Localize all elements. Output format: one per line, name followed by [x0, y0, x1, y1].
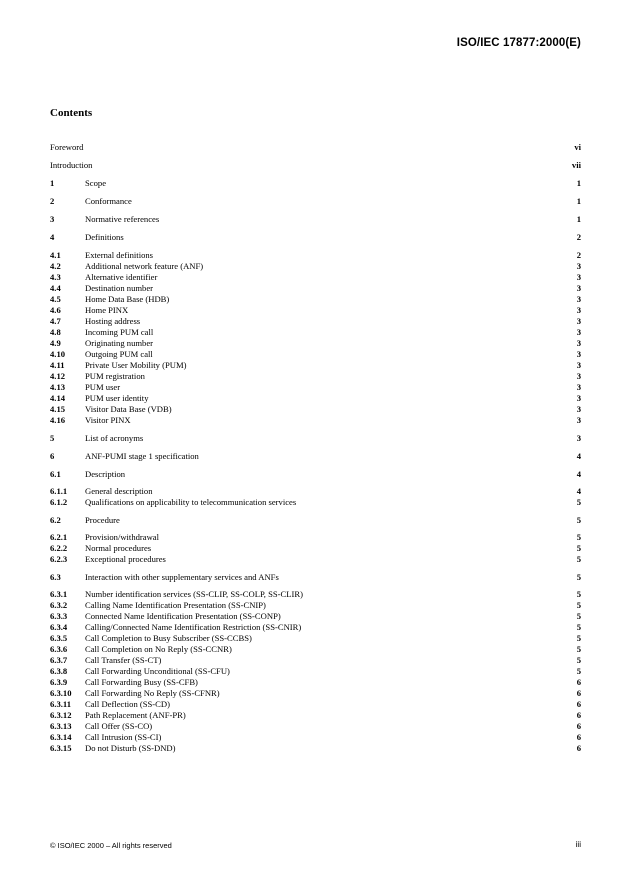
toc-row[interactable]	[50, 160, 581, 171]
toc-page: 5	[576, 515, 581, 525]
toc-title: Call Transfer (SS-CT)	[85, 655, 162, 665]
toc-row[interactable]	[50, 305, 581, 316]
toc-title: Destination number	[85, 283, 154, 293]
toc-page: 1	[576, 214, 581, 224]
toc-page: 4	[576, 486, 581, 496]
toc-page: 5	[576, 543, 581, 553]
toc-number: 6.3.6	[50, 644, 68, 654]
toc-title: Foreword	[50, 142, 84, 152]
toc-number: 4.10	[50, 349, 66, 359]
toc-page: 3	[576, 294, 581, 304]
toc-page: 3	[576, 371, 581, 381]
toc-row[interactable]	[50, 589, 581, 600]
toc-row[interactable]	[50, 393, 581, 404]
toc-title: Introduction	[50, 160, 93, 170]
toc-title: Normal procedures	[85, 543, 152, 553]
toc-number: 6.3.7	[50, 655, 68, 665]
toc-row[interactable]	[50, 633, 581, 644]
toc-number: 4.13	[50, 382, 66, 392]
toc-row[interactable]	[50, 327, 581, 338]
toc-row[interactable]	[50, 272, 581, 283]
toc-title: Call Intrusion (SS-CI)	[85, 732, 162, 742]
toc-row[interactable]	[50, 688, 581, 699]
toc-page: 2	[576, 250, 581, 260]
toc-page: 5	[576, 655, 581, 665]
toc-title: Originating number	[85, 338, 154, 348]
toc-number: 4.5	[50, 294, 61, 304]
toc-page: 3	[576, 349, 581, 359]
toc-page: 3	[576, 261, 581, 271]
toc-page: 4	[576, 469, 581, 479]
toc-number: 4.6	[50, 305, 61, 315]
toc-title: Visitor PINX	[85, 415, 131, 425]
toc-number: 6.3.15	[50, 743, 72, 753]
toc-row[interactable]	[50, 497, 581, 508]
toc-number: 6.1.1	[50, 486, 68, 496]
toc-title: Call Deflection (SS-CD)	[85, 699, 170, 709]
toc-row[interactable]	[50, 699, 581, 710]
toc-title: Home PINX	[85, 305, 129, 315]
toc-number: 6.2.1	[50, 532, 68, 542]
toc-title: Definitions	[85, 232, 124, 242]
toc-row[interactable]	[50, 360, 581, 371]
toc-title: General description	[85, 486, 153, 496]
toc-title: Interaction with other supplementary services and ANFs	[85, 572, 279, 582]
toc-number: 4.14	[50, 393, 66, 403]
toc-row[interactable]	[50, 415, 581, 426]
toc-title: Path Replacement (ANF-PR)	[85, 710, 186, 720]
toc-title: Additional network feature (ANF)	[85, 261, 204, 271]
toc-number: 4.11	[50, 360, 65, 370]
toc-page: 3	[576, 305, 581, 315]
toc-title: List of acronyms	[85, 433, 144, 443]
toc-title: Scope	[85, 178, 107, 188]
toc-number: 6.2	[50, 515, 61, 525]
toc-number: 6.3.12	[50, 710, 72, 720]
toc-row[interactable]	[50, 543, 581, 554]
toc-title: Call Forwarding No Reply (SS-CFNR)	[85, 688, 220, 698]
toc-number: 4.8	[50, 327, 61, 337]
table-of-contents	[50, 142, 581, 754]
toc-row[interactable]	[50, 644, 581, 655]
toc-number: 4	[50, 232, 55, 242]
toc-page: 5	[576, 554, 581, 564]
toc-title: Call Completion to Busy Subscriber (SS-CCBS)	[85, 633, 252, 643]
toc-page: 3	[576, 404, 581, 414]
toc-row[interactable]	[50, 382, 581, 393]
toc-title: Procedure	[85, 515, 120, 525]
toc-number: 6.3.1	[50, 589, 68, 599]
toc-title: Home Data Base (HDB)	[85, 294, 170, 304]
toc-page: 3	[576, 415, 581, 425]
toc-row[interactable]	[50, 196, 581, 207]
toc-row[interactable]	[50, 404, 581, 415]
toc-page: 6	[576, 677, 581, 687]
toc-page: 3	[576, 393, 581, 403]
toc-title: Call Forwarding Busy (SS-CFB)	[85, 677, 198, 687]
toc-row[interactable]	[50, 178, 581, 189]
toc-page: 1	[576, 196, 581, 206]
toc-page: 5	[576, 589, 581, 599]
toc-row[interactable]	[50, 600, 581, 611]
toc-number: 6	[50, 451, 55, 461]
document-id-header: ISO/IEC 17877:2000(E)	[456, 37, 581, 49]
toc-row[interactable]	[50, 655, 581, 666]
toc-page: vi	[574, 142, 581, 152]
toc-row[interactable]	[50, 554, 581, 565]
toc-row[interactable]	[50, 433, 581, 444]
toc-number: 6.2.2	[50, 543, 68, 553]
toc-page: 1	[576, 178, 581, 188]
toc-title: Conformance	[85, 196, 132, 206]
toc-number: 6.3.3	[50, 611, 68, 621]
toc-title: PUM user	[85, 382, 121, 392]
toc-number: 4.4	[50, 283, 61, 293]
toc-number: 6.3.11	[50, 699, 72, 709]
toc-page: 3	[576, 382, 581, 392]
toc-number: 6.3.2	[50, 600, 68, 610]
toc-page: 6	[576, 721, 581, 731]
toc-number: 6.3.8	[50, 666, 68, 676]
toc-title: Private User Mobility (PUM)	[85, 360, 187, 370]
toc-row[interactable]	[50, 232, 581, 243]
toc-row[interactable]	[50, 250, 581, 261]
toc-page: 6	[576, 699, 581, 709]
toc-row[interactable]	[50, 294, 581, 305]
toc-number: 6.1	[50, 469, 61, 479]
toc-title: Connected Name Identification Presentation (SS-CONP)	[85, 611, 281, 621]
toc-page: 5	[576, 611, 581, 621]
toc-page: 3	[576, 360, 581, 370]
toc-row[interactable]	[50, 338, 581, 349]
toc-number: 4.16	[50, 415, 66, 425]
toc-row[interactable]	[50, 316, 581, 327]
toc-number: 6.3	[50, 572, 61, 582]
toc-title: Calling/Connected Name Identification Restriction (SS-CNIR)	[85, 622, 302, 632]
toc-title: Calling Name Identification Presentation (SS-CNIP)	[85, 600, 266, 610]
toc-row[interactable]	[50, 572, 581, 583]
toc-number: 6.3.9	[50, 677, 68, 687]
toc-page: 6	[576, 743, 581, 753]
toc-title: Exceptional procedures	[85, 554, 166, 564]
toc-row[interactable]	[50, 349, 581, 360]
toc-number: 6.3.5	[50, 633, 68, 643]
toc-number: 4.9	[50, 338, 61, 348]
toc-row[interactable]	[50, 677, 581, 688]
toc-row[interactable]	[50, 622, 581, 633]
toc-page: 3	[576, 316, 581, 326]
toc-number: 4.1	[50, 250, 61, 260]
toc-number: 4.12	[50, 371, 66, 381]
toc-page: 3	[576, 338, 581, 348]
toc-row[interactable]	[50, 732, 581, 743]
toc-row[interactable]	[50, 515, 581, 526]
toc-page: vii	[571, 160, 581, 170]
toc-title: External definitions	[85, 250, 154, 260]
toc-title: Outgoing PUM call	[85, 349, 153, 359]
toc-page: 2	[576, 232, 581, 242]
toc-page: 5	[576, 633, 581, 643]
toc-number: 4.3	[50, 272, 61, 282]
copyright-footer: © ISO/IEC 2000 – All rights reserved	[50, 841, 172, 850]
toc-row[interactable]	[50, 486, 581, 497]
toc-number: 6.3.4	[50, 622, 68, 632]
toc-title: Incoming PUM call	[85, 327, 154, 337]
toc-page: 5	[576, 666, 581, 676]
toc-row[interactable]	[50, 611, 581, 622]
toc-row[interactable]	[50, 532, 581, 543]
toc-number: 6.3.14	[50, 732, 72, 742]
toc-page: 3	[576, 433, 581, 443]
toc-page: 3	[576, 283, 581, 293]
toc-row[interactable]	[50, 142, 581, 153]
toc-row[interactable]	[50, 469, 581, 480]
toc-number: 6.3.13	[50, 721, 72, 731]
toc-number: 1	[50, 178, 55, 188]
toc-title: PUM registration	[85, 371, 145, 381]
toc-page: 5	[576, 600, 581, 610]
toc-row[interactable]	[50, 710, 581, 721]
toc-page: 6	[576, 732, 581, 742]
toc-title: Provision/withdrawal	[85, 532, 159, 542]
toc-title: Qualifications on applicability to telecommunication services	[85, 497, 297, 507]
toc-title: Call Forwarding Unconditional (SS-CFU)	[85, 666, 230, 676]
toc-number: 5	[50, 433, 55, 443]
toc-title: Alternative identifier	[85, 272, 158, 282]
toc-row[interactable]	[50, 214, 581, 225]
toc-page: 6	[576, 710, 581, 720]
toc-number: 3	[50, 214, 55, 224]
toc-title: PUM user identity	[85, 393, 149, 403]
toc-page: 5	[576, 622, 581, 632]
toc-title: ANF-PUMI stage 1 specification	[85, 451, 199, 461]
toc-number: 4.15	[50, 404, 66, 414]
toc-page: 6	[576, 688, 581, 698]
toc-row[interactable]	[50, 451, 581, 462]
toc-page: 3	[576, 272, 581, 282]
toc-page: 3	[576, 327, 581, 337]
toc-title: Hosting address	[85, 316, 141, 326]
toc-number: 4.2	[50, 261, 61, 271]
toc-title: Normative references	[85, 214, 160, 224]
toc-page: 5	[576, 572, 581, 582]
toc-title: Number identification services (SS-CLIP, SS-COLP, SS-CLIR)	[85, 589, 303, 599]
toc-title: Call Completion on No Reply (SS-CCNR)	[85, 644, 232, 654]
toc-page: 5	[576, 497, 581, 507]
toc-number: 6.1.2	[50, 497, 68, 507]
toc-row[interactable]	[50, 743, 581, 754]
toc-number: 4.7	[50, 316, 61, 326]
toc-row[interactable]	[50, 283, 581, 294]
toc-row[interactable]	[50, 721, 581, 732]
toc-title: Do not Disturb (SS-DND)	[85, 743, 176, 753]
toc-number: 6.3.10	[50, 688, 72, 698]
toc-title: Visitor Data Base (VDB)	[85, 404, 172, 414]
toc-row[interactable]	[50, 666, 581, 677]
toc-number: 2	[50, 196, 55, 206]
toc-number: 6.2.3	[50, 554, 68, 564]
toc-page: 4	[576, 451, 581, 461]
contents-heading: Contents	[50, 107, 93, 119]
toc-row[interactable]	[50, 261, 581, 272]
toc-title: Call Offer (SS-CO)	[85, 721, 153, 731]
toc-row[interactable]	[50, 371, 581, 382]
toc-page: 5	[576, 532, 581, 542]
toc-page: 5	[576, 644, 581, 654]
toc-title: Description	[85, 469, 126, 479]
page-number: iii	[575, 840, 581, 849]
